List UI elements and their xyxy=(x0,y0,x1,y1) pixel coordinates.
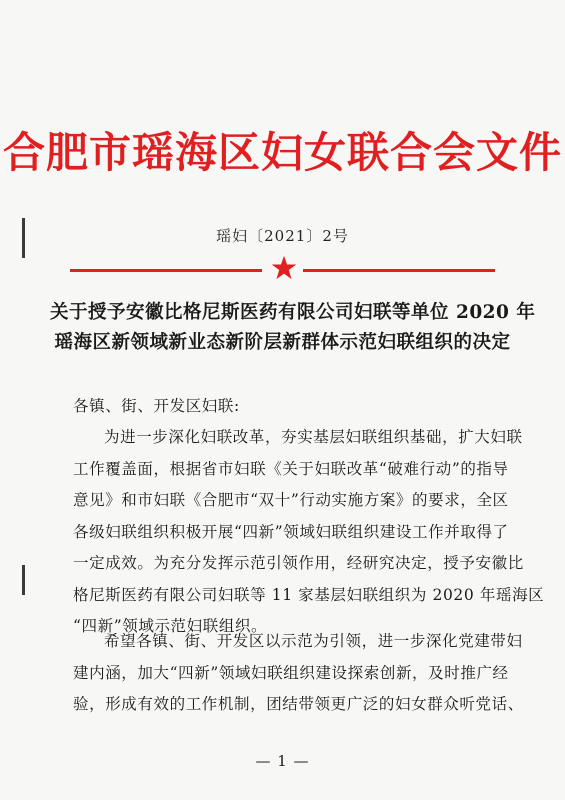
paragraph-line: 建内涵，加大“四新”领域妇联组织建设探索创新，及时推广经 xyxy=(73,663,509,682)
red-divider-left xyxy=(70,269,262,272)
paragraph-line: 各级妇联组织积极开展“四新”领域妇联组织建设工作并取得了 xyxy=(73,522,509,541)
page-number: — 1 — xyxy=(255,752,310,770)
binding-mark xyxy=(22,565,25,595)
red-star-icon xyxy=(270,254,298,282)
paragraph-line: 验，形成有效的工作机制，团结带领更广泛的妇女群众听党话、 xyxy=(73,695,524,713)
subject-line: 关于授予安徽比格尼斯医药有限公司妇联等单位 2020 年 xyxy=(50,302,536,323)
paragraph-line: “四新”领域示范妇联组织。 xyxy=(73,617,268,635)
paragraph-line: 工作覆盖面，根据省市妇联《关于妇联改革“破难行动”的指导 xyxy=(73,459,509,478)
red-divider-right xyxy=(303,269,495,272)
subject-line: 瑶海区新领域新业态新阶层新群体示范妇联组织的决定 xyxy=(54,332,511,353)
paragraph-line: 一定成效。为充分发挥示范引领作用，经研究决定，授予安徽比 xyxy=(73,554,524,572)
paragraph-1 xyxy=(73,422,545,643)
paragraph-2 xyxy=(73,626,524,721)
document-number: 瑶妇〔2021〕2号 xyxy=(216,227,349,245)
paragraph-line: 意见》和市妇联《合肥市“双十”行动实施方案》的要求，全区 xyxy=(73,491,509,509)
salutation: 各镇、街、开发区妇联: xyxy=(73,397,240,415)
paragraph-line: 希望各镇、街、开发区以示范为引领，进一步深化党建带妇 xyxy=(104,632,523,650)
document-header-title: 合肥市瑶海区妇女联合会文件 xyxy=(2,128,562,177)
paragraph-line: 为进一步深化妇联改革，夯实基层妇联组织基础，扩大妇联 xyxy=(104,428,523,446)
paragraph-line: 格尼斯医药有限公司妇联等 11 家基层妇联组织为 2020 年瑶海区 xyxy=(73,585,545,604)
document-subject xyxy=(50,298,536,358)
